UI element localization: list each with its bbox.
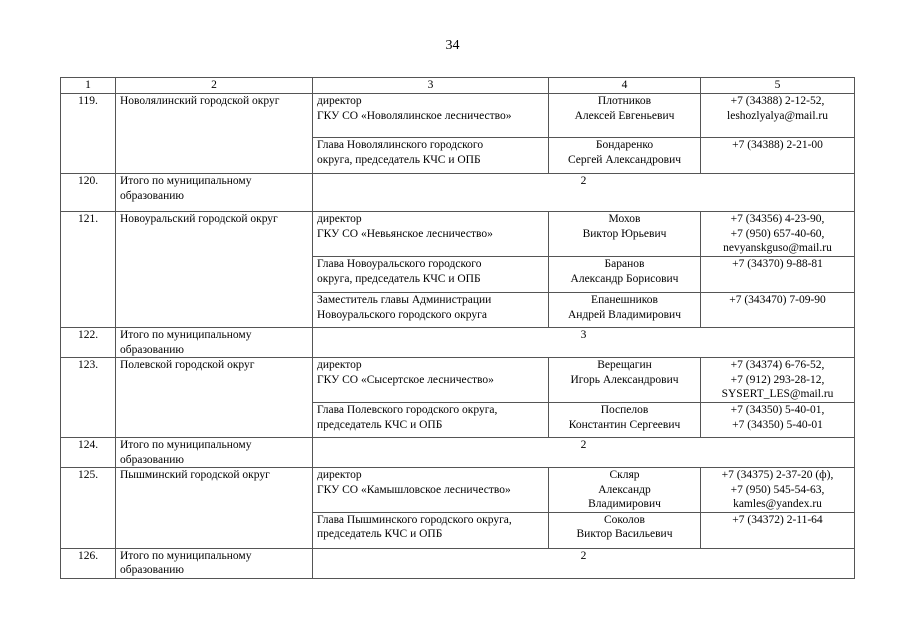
text-line: Баранов (604, 258, 645, 270)
total-row (61, 438, 855, 468)
total-label (116, 548, 313, 578)
text-line: Скляр (609, 469, 640, 481)
position-cell (313, 293, 549, 328)
position-cell (313, 138, 549, 174)
phone-cell (701, 94, 855, 138)
text-line: директор (317, 95, 362, 107)
row-number: 123. (61, 358, 116, 438)
text-line: Епанешников (591, 294, 658, 306)
text-line: округа, председатель КЧС и ОПБ (317, 153, 481, 166)
text-line: Новоуральского городского округа (317, 308, 487, 321)
position-cell (313, 512, 549, 548)
phone-cell (701, 212, 855, 257)
text-line: председатель КЧС и ОПБ (317, 528, 443, 540)
total-label (116, 438, 313, 468)
text-line: +7 (34374) 6-76-52, (730, 359, 825, 371)
text-line: SYSERT_LES@mail.ru (721, 388, 834, 400)
phone-cell (701, 257, 855, 293)
phone-cell (701, 293, 855, 328)
text-line: +7 (950) 545-54-63, (730, 483, 825, 496)
person-name-cell (549, 468, 701, 513)
person-name-cell (549, 212, 701, 257)
header-cell-3: 3 (313, 78, 549, 94)
text-line: Александр (598, 483, 651, 496)
text-line: Итого по муниципальному (120, 439, 252, 451)
text-line: Андрей Владимирович (567, 308, 681, 321)
text-line: образованию (120, 453, 184, 466)
page-number: 34 (445, 38, 460, 53)
table-row (61, 212, 855, 257)
text-line: ГКУ СО «Невьянское лесничество» (317, 227, 493, 240)
text-line: Виктор Юрьевич (582, 227, 667, 240)
person-name-cell (549, 138, 701, 174)
text-line: Глава Пышминского городского округа, (317, 513, 512, 526)
text-line: председатель КЧС и ОПБ (317, 418, 443, 431)
row-number: 121. (61, 212, 116, 328)
phone-cell (701, 512, 855, 548)
text-line: Итого по муниципальному (120, 329, 252, 341)
total-value: 3 (313, 328, 855, 358)
text-line: Соколов (604, 513, 645, 526)
table-row (61, 468, 855, 513)
total-value: 2 (313, 174, 855, 212)
text-line: Игорь Александрович (570, 373, 679, 386)
person-name-cell (549, 293, 701, 328)
row-number: 125. (61, 468, 116, 549)
contacts-table (60, 77, 855, 579)
row-number: 119. (61, 94, 116, 174)
position-cell (313, 468, 549, 513)
text-line: ГКУ СО «Камышловское лесничество» (317, 483, 511, 496)
text-line: ГКУ СО «Сысертское лесничество» (317, 373, 494, 386)
text-line: образованию (120, 189, 184, 202)
position-cell (313, 212, 549, 257)
text-line: округа, председатель КЧС и ОПБ (317, 272, 481, 285)
text-line: +7 (34370) 9-88-81 (732, 258, 823, 270)
text-line: Виктор Васильевич (576, 528, 673, 540)
text-line: Глава Новоуральского городского (317, 258, 482, 270)
position-cell (313, 94, 549, 138)
header-cell-1: 1 (61, 78, 116, 94)
text-line: Алексей Евгеньевич (574, 109, 675, 122)
municipality-name: Пышминский городской округ (116, 468, 313, 549)
text-line: образованию (120, 343, 184, 356)
municipality-name: Новоуральский городской округ (116, 212, 313, 328)
total-row (61, 174, 855, 212)
text-line: +7 (34372) 2-11-64 (732, 513, 823, 526)
text-line: образованию (120, 564, 184, 576)
position-cell (313, 257, 549, 293)
text-line: +7 (34388) 2-12-52, (730, 95, 825, 107)
position-cell (313, 358, 549, 403)
municipality-name: Полевской городской округ (116, 358, 313, 438)
text-line: Итого по муниципальному (120, 175, 252, 187)
text-line: Глава Новолялинского городского (317, 139, 484, 151)
text-line: Поспелов (600, 404, 649, 416)
person-name-cell (549, 94, 701, 138)
header-row (61, 78, 855, 94)
text-line: +7 (34375) 2-37-20 (ф), (721, 469, 834, 481)
text-line: ГКУ СО «Новолялинское лесничество» (317, 109, 512, 122)
header-cell-5: 5 (701, 78, 855, 94)
text-line: +7 (950) 657-40-60, (730, 227, 825, 240)
text-line: +7 (912) 293-28-12, (730, 373, 825, 386)
row-number: 120. (61, 174, 116, 212)
phone-cell (701, 403, 855, 438)
text-line: +7 (34388) 2-21-00 (732, 139, 823, 151)
text-line: Мохов (608, 213, 641, 225)
phone-cell (701, 468, 855, 513)
text-line: Сергей Александрович (567, 153, 682, 166)
total-label (116, 174, 313, 212)
phone-cell (701, 358, 855, 403)
phone-cell (701, 138, 855, 174)
text-line: директор (317, 359, 362, 371)
text-line: Глава Полевского городского округа, (317, 404, 498, 416)
row-number: 126. (61, 548, 116, 578)
text-line: leshozlyalya@mail.ru (727, 109, 828, 122)
text-line: Верещагин (597, 359, 652, 371)
header-cell-2: 2 (116, 78, 313, 94)
person-name-cell (549, 403, 701, 438)
text-line: Константин Сергеевич (568, 418, 681, 431)
text-line: Александр Борисович (570, 272, 679, 285)
person-name-cell (549, 257, 701, 293)
row-number: 124. (61, 438, 116, 468)
text-line: +7 (343470) 7-09-90 (729, 294, 826, 306)
text-line: Заместитель главы Администрации (317, 294, 492, 306)
total-value: 2 (313, 548, 855, 578)
total-label (116, 328, 313, 358)
total-row (61, 548, 855, 578)
text-line: +7 (34350) 5-40-01, (730, 404, 825, 416)
header-cell-4: 4 (549, 78, 701, 94)
table-row (61, 94, 855, 138)
total-value: 2 (313, 438, 855, 468)
position-cell (313, 403, 549, 438)
text-line: nevyanskguso@mail.ru (723, 242, 832, 254)
text-line: +7 (34350) 5-40-01 (732, 418, 823, 431)
text-line: Бондаренко (595, 139, 654, 151)
text-line: директор (317, 213, 362, 225)
table-row (61, 358, 855, 403)
person-name-cell (549, 512, 701, 548)
municipality-name: Новолялинский городской округ (116, 94, 313, 174)
text-line: Итого по муниципальному (120, 549, 252, 562)
text-line: Владимирович (588, 498, 661, 510)
row-number: 122. (61, 328, 116, 358)
text-line: kamles@yandex.ru (733, 498, 822, 510)
text-line: Плотников (597, 95, 652, 107)
total-row (61, 328, 855, 358)
text-line: директор (317, 469, 362, 481)
person-name-cell (549, 358, 701, 403)
text-line: +7 (34356) 4-23-90, (730, 213, 825, 225)
